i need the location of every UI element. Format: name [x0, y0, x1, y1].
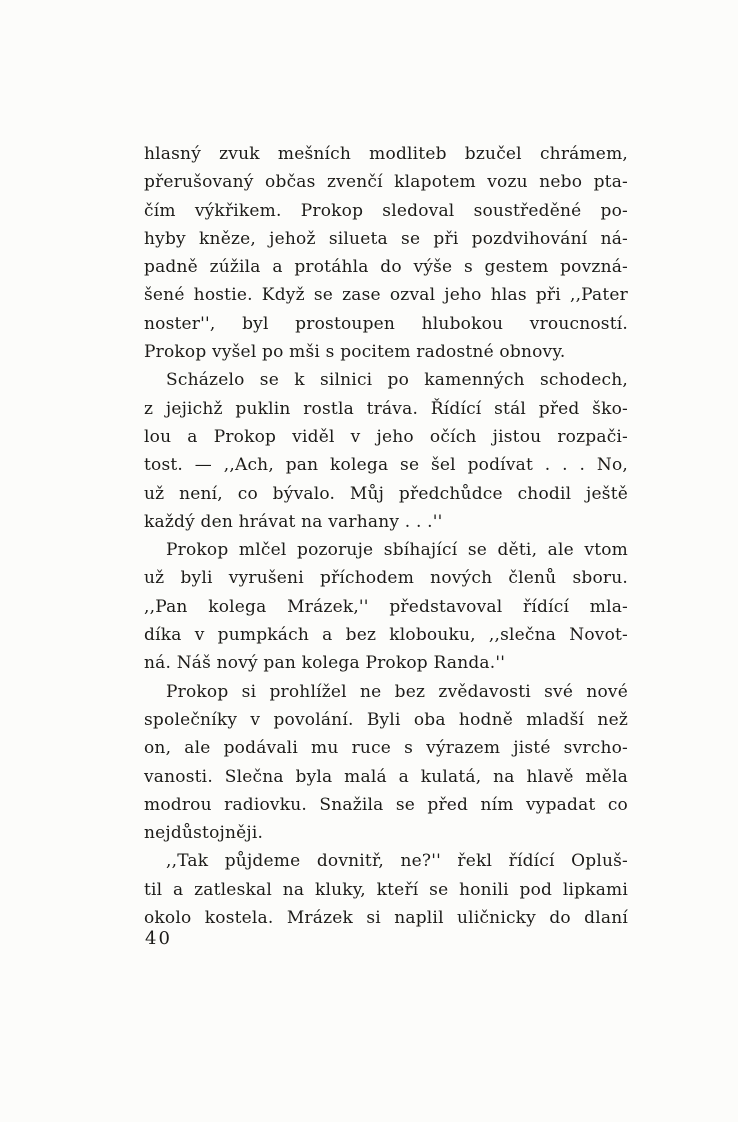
text-line: Prokop si prohlížel ne bez zvědavosti své nové [166, 681, 628, 702]
text-line: přerušovaný občas zvenčí klapotem vozu nebo pta- [144, 172, 628, 193]
text-line: vanosti. Slečna byla malá a kulatá, na hlavě měla [144, 766, 628, 787]
page-number: 40 [145, 928, 172, 949]
text-line: každý den hrávat na varhany . . .'' [144, 511, 443, 532]
text-line: Prokop vyšel po mši s pocitem radostné obnovy. [144, 342, 566, 363]
text-line: okolo kostela. Mrázek si naplil uličnicky do dlaní [144, 908, 628, 929]
text-line: ,,Pan kolega Mrázek,'' představoval řídící mla- [144, 596, 628, 617]
text-line: lou a Prokop viděl v jeho očích jistou rozpači- [144, 426, 628, 447]
text-line: díka v pumpkách a bez klobouku, ,,slečna Novot- [144, 625, 628, 646]
text-line: Scházelo se k silnici po kamenných schodech, [166, 370, 628, 391]
text-line: nejdůstojněji. [144, 823, 264, 844]
text-line: z jejichž puklin rostla tráva. Řídící stál před ško- [144, 398, 628, 419]
text-line: šené hostie. Když se zase ozval jeho hlas při ,,Pater [144, 285, 628, 306]
text-line: čím výkřikem. Prokop sledoval soustředěné po- [144, 200, 628, 221]
text-line: společníky v povolání. Byli oba hodně mladší než [144, 709, 628, 730]
text-line: modrou radiovku. Snažila se před ním vypadat co [144, 794, 628, 815]
text-line: noster'', byl prostoupen hlubokou vroucností. [144, 313, 628, 334]
text-line: tost. — ,,Ach, pan kolega se šel podívat . . . No, [144, 455, 628, 476]
text-line: hyby kněze, jehož silueta se při pozdvihování ná- [144, 228, 628, 249]
text-line: hlasný zvuk mešních modliteb bzučel chrámem, [144, 144, 628, 164]
text-block [144, 140, 628, 932]
text-line: ,,Tak půjdeme dovnitř, ne?'' řekl řídící Opluš- [166, 851, 628, 872]
text-line: til a zatleskal na kluky, kteří se honili pod lipkami [144, 879, 628, 900]
text-line: padně zúžila a protáhla do výše s gestem povzná- [144, 257, 628, 278]
text-line: on, ale podávali mu ruce s výrazem jisté svrcho- [144, 738, 628, 759]
text-line: už není, co bývalo. Můj předchůdce chodil ještě [144, 483, 628, 504]
text-line: ná. Náš nový pan kolega Prokop Randa.'' [144, 653, 506, 674]
text-line: Prokop mlčel pozoruje sbíhající se děti, ale vtom [166, 540, 628, 561]
text-line: už byli vyrušeni příchodem nových členů sboru. [144, 568, 628, 589]
